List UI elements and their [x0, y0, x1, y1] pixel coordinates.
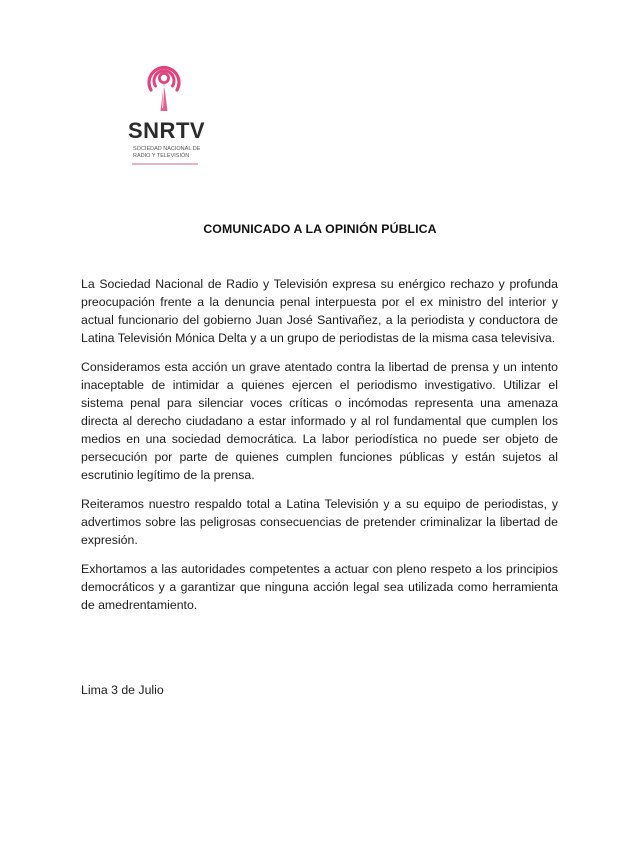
statement-body — [81, 275, 558, 625]
paragraph-1: La Sociedad Nacional de Radio y Televisión expresa su enérgico rechazo y profunda preocupación frente a la denuncia penal interpuesta por el ex ministro del interior y actual funcionario del gobierno Juan José Santivañez, a la periodista y conductora de Latina Televisión Mónica Delta y a un grupo de periodistas de la misma casa televisiva. — [81, 277, 558, 345]
date-line: Lima 3 de Julio — [81, 683, 164, 697]
logo-subtitle: SOCIEDAD NACIONAL DE RADIO Y TELEVISIÓN — [133, 146, 201, 159]
logo-underline — [132, 163, 198, 165]
paragraph-3: Reiteramos nuestro respaldo total a Latina Televisión y a su equipo de periodistas, y advertimos sobre las peligrosas consecuencias de pretender criminalizar la libertad de expresión. — [81, 497, 558, 547]
page-title: COMUNICADO A LA OPINIÓN PÚBLICA — [203, 222, 437, 236]
logo-wordmark: SNRTV — [128, 118, 206, 143]
broadcast-antenna-icon — [138, 56, 190, 116]
paragraph-2: Consideramos esta acción un grave atentado contra la libertad de prensa y un intento inaceptable de intimidar a quienes ejercen el periodismo investigativo. Utilizar el sistema penal para silenciar voces críticas o incómodas representa una amenaza directa al derecho ciudadano a estar informado y al rol fundamental que cumplen los medios en una sociedad democrática. La labor periodística no puede ser objeto de persecución por parte de quienes cumplen funciones públicas y están sujetos al escrutinio legítimo de la prensa. — [81, 360, 558, 482]
paragraph-4: Exhortamos a las autoridades competentes a actuar con pleno respeto a los principios democráticos y a garantizar que ninguna acción legal sea utilizada como herramienta de amedrentamiento. — [81, 562, 558, 612]
